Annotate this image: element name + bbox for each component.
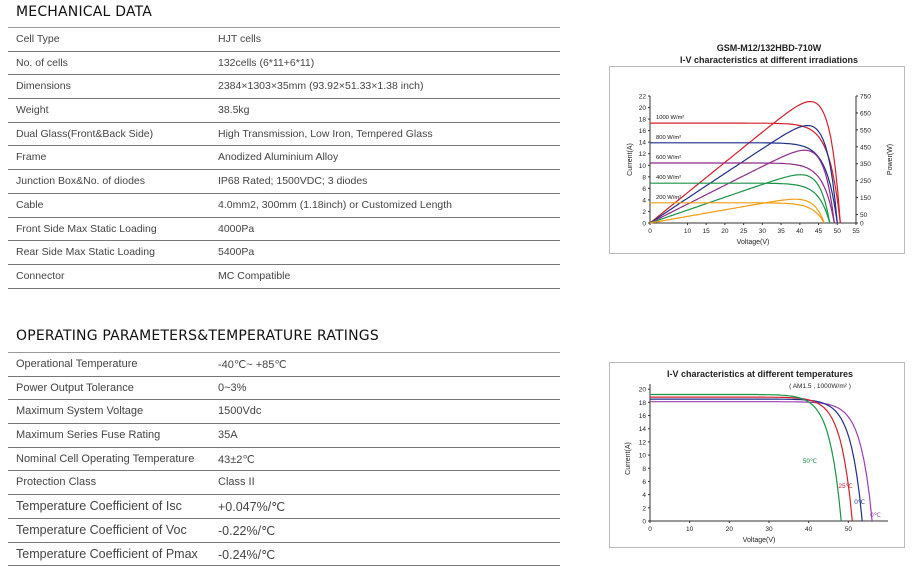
- row-label: Power Output Tolerance: [16, 381, 134, 394]
- row-label: Cell Type: [16, 33, 60, 45]
- series-label-1: 0℃: [854, 498, 866, 506]
- row-label: Junction Box&No. of diodes: [16, 175, 145, 188]
- row-label: No. of cells: [16, 56, 68, 69]
- table-row: [8, 123, 560, 147]
- table-row: [8, 377, 560, 401]
- y2-tick-label: 550: [860, 127, 871, 135]
- y-tick-label: 0: [642, 518, 646, 526]
- y-tick-label: 4: [642, 197, 646, 205]
- y-tick-label: 8: [642, 174, 646, 182]
- row-label: Connector: [16, 269, 65, 282]
- y-tick-label: 2: [642, 208, 646, 216]
- table-row: [8, 146, 560, 170]
- row-label: Operational Temperature: [16, 358, 138, 370]
- x-tick-label: 40: [796, 228, 804, 235]
- row-value: IP68 Rated; 1500VDC; 3 diodes: [218, 175, 368, 188]
- table-row: [8, 353, 560, 377]
- y-tick-label: 8: [642, 465, 646, 473]
- row-label: Dimensions: [16, 80, 71, 93]
- x-tick-label: 15: [702, 228, 710, 235]
- y-tick-label: 16: [638, 128, 646, 136]
- chart2-subtitle: ( AM1.5 , 1000W/m² ): [789, 383, 851, 390]
- y-tick-label: 14: [638, 426, 646, 434]
- row-label: Temperature Coefficient of Isc: [16, 499, 182, 514]
- power-curve-2: [650, 150, 834, 223]
- row-value: 0~3%: [218, 381, 247, 394]
- chart2-title: I-V characteristics at different temperatures: [666, 369, 854, 379]
- x-tick-label: 45: [814, 228, 823, 235]
- x-tick-label: 20: [725, 526, 733, 533]
- y-tick-label: 10: [638, 162, 646, 170]
- table-row: [8, 218, 560, 242]
- row-value: 35A: [218, 429, 238, 442]
- y2-tick-label: 350: [860, 161, 871, 169]
- row-label: Protection Class: [16, 476, 97, 489]
- row-value: HJT cells: [218, 33, 261, 45]
- x-axis-label: Voltage(V): [742, 537, 776, 544]
- y-tick-label: 2: [642, 505, 646, 513]
- row-label: Maximum System Voltage: [16, 405, 144, 418]
- series-label-0: 0℃: [870, 512, 882, 520]
- row-value: 38.5kg: [218, 104, 250, 117]
- iv-irradiation-chart: [609, 66, 905, 254]
- table-row: [8, 194, 560, 218]
- x-axis-label: Voltage(V): [736, 239, 770, 246]
- operating-parameters-title: OPERATING PARAMETERS&TEMPERATURE RATINGS: [16, 328, 379, 344]
- x-tick-label: 25: [740, 228, 748, 235]
- row-label: Temperature Coefficient of Voc: [16, 522, 187, 537]
- x-tick-label: 10: [686, 526, 694, 533]
- y2-tick-label: 50: [860, 212, 868, 220]
- y-tick-label: 6: [642, 185, 646, 193]
- operating-parameters-table: [8, 352, 560, 566]
- row-value: -0.24%/℃: [218, 547, 276, 562]
- row-label: Weight: [16, 104, 49, 117]
- series-label-3: 50℃: [802, 458, 818, 465]
- y-axis-label: Current(A): [627, 143, 634, 176]
- chart1-title: GSM-M12/132HBD-710W: [716, 43, 822, 53]
- iv-temp-curve-2: [650, 397, 852, 521]
- y-tick-label: 16: [638, 413, 646, 421]
- iv-temperature-chart: [609, 362, 905, 548]
- y-tick-label: 20: [638, 105, 646, 113]
- series-label-3: 400 W/m²: [656, 175, 682, 182]
- row-value: 1500Vdc: [218, 405, 262, 418]
- table-row: [8, 471, 560, 495]
- series-label-4: 200 W/m²: [656, 194, 682, 201]
- chart1-subtitle: I-V characteristics at different irradiations: [679, 55, 859, 65]
- y-tick-label: 4: [642, 492, 646, 500]
- y2-tick-label: 450: [860, 144, 871, 152]
- row-value: -0.22%/℃: [218, 523, 276, 538]
- row-label: Dual Glass(Front&Back Side): [16, 127, 154, 140]
- series-label-2: 600 W/m²: [656, 154, 682, 161]
- table-row: [8, 28, 560, 52]
- row-label: Front Side Max Static Loading: [16, 222, 157, 235]
- row-value: MC Compatible: [218, 269, 291, 282]
- x-tick-label: 50: [833, 228, 841, 235]
- row-label: Temperature Coefficient of Pmax: [16, 546, 198, 561]
- mechanical-data-table: [8, 27, 560, 289]
- table-row: [8, 448, 560, 472]
- y2-axis-label: Power(W): [887, 143, 894, 176]
- table-row: [8, 241, 560, 265]
- x-tick-label: 30: [758, 228, 766, 235]
- series-label-0: 1000 W/m²: [656, 115, 685, 122]
- row-value: High Transmission, Low Iron, Tempered Glass: [218, 127, 433, 140]
- y-tick-label: 18: [638, 116, 646, 124]
- row-value: 2384×1303×35mm (93.92×51.33×1.38 inch): [218, 80, 424, 93]
- y-tick-label: 18: [638, 399, 646, 407]
- x-tick-label: 40: [805, 526, 813, 533]
- x-tick-label: 50: [844, 526, 852, 533]
- y2-tick-label: 650: [860, 110, 871, 118]
- x-tick-label: 0: [648, 526, 652, 533]
- iv-temp-curve-1: [650, 399, 862, 521]
- y-tick-label: 12: [638, 439, 646, 447]
- x-tick-label: 20: [721, 228, 729, 235]
- row-value: 4000Pa: [218, 222, 255, 235]
- y2-tick-label: 250: [860, 178, 871, 186]
- row-value: 4.0mm2, 300mm (1.18inch) or Customized Length: [218, 198, 453, 211]
- table-row: [8, 543, 560, 567]
- table-row: [8, 75, 560, 99]
- x-tick-label: 10: [683, 228, 692, 235]
- row-value: 43±2℃: [218, 453, 255, 466]
- table-row: [8, 52, 560, 76]
- y-tick-label: 10: [638, 452, 646, 460]
- y-axis-label: Current(A): [625, 442, 632, 475]
- row-value: 132cells (6*11+6*11): [218, 56, 315, 69]
- x-tick-label: 55: [852, 228, 860, 235]
- row-label: Frame: [16, 151, 47, 164]
- x-tick-label: 0: [648, 228, 652, 235]
- y-tick-label: 14: [638, 139, 646, 147]
- y-tick-label: 12: [638, 151, 646, 159]
- row-value: Class II: [218, 476, 255, 489]
- y2-tick-label: 750: [860, 93, 871, 101]
- table-row: [8, 99, 560, 123]
- table-row: [8, 424, 560, 448]
- y-tick-label: 20: [638, 386, 646, 394]
- row-value: -40℃~ +85℃: [218, 359, 287, 371]
- x-tick-label: 35: [777, 228, 785, 235]
- y-tick-label: 0: [642, 220, 646, 228]
- row-value: Anodized Aluminium Alloy: [218, 151, 339, 164]
- row-value: +0.047%/℃: [218, 500, 286, 515]
- x-tick-label: 30: [765, 526, 773, 533]
- table-row: [8, 265, 560, 289]
- row-label: Rear Side Max Static Loading: [16, 246, 155, 259]
- table-row: [8, 170, 560, 194]
- series-label-1: 800 W/m²: [656, 134, 682, 141]
- table-row: [8, 495, 560, 519]
- y2-tick-label: 0: [860, 220, 864, 228]
- y2-tick-label: 150: [860, 195, 871, 203]
- series-label-2: 25℃: [838, 483, 853, 491]
- y-tick-label: 6: [642, 478, 646, 486]
- table-row: [8, 519, 560, 543]
- mechanical-data-title: MECHANICAL DATA: [16, 4, 153, 20]
- row-label: Maximum Series Fuse Rating: [16, 429, 161, 442]
- y-tick-label: 22: [638, 93, 646, 101]
- row-value: 5400Pa: [218, 246, 255, 259]
- row-label: Cable: [16, 198, 44, 211]
- row-label: Nominal Cell Operating Temperature: [16, 452, 195, 465]
- table-row: [8, 400, 560, 424]
